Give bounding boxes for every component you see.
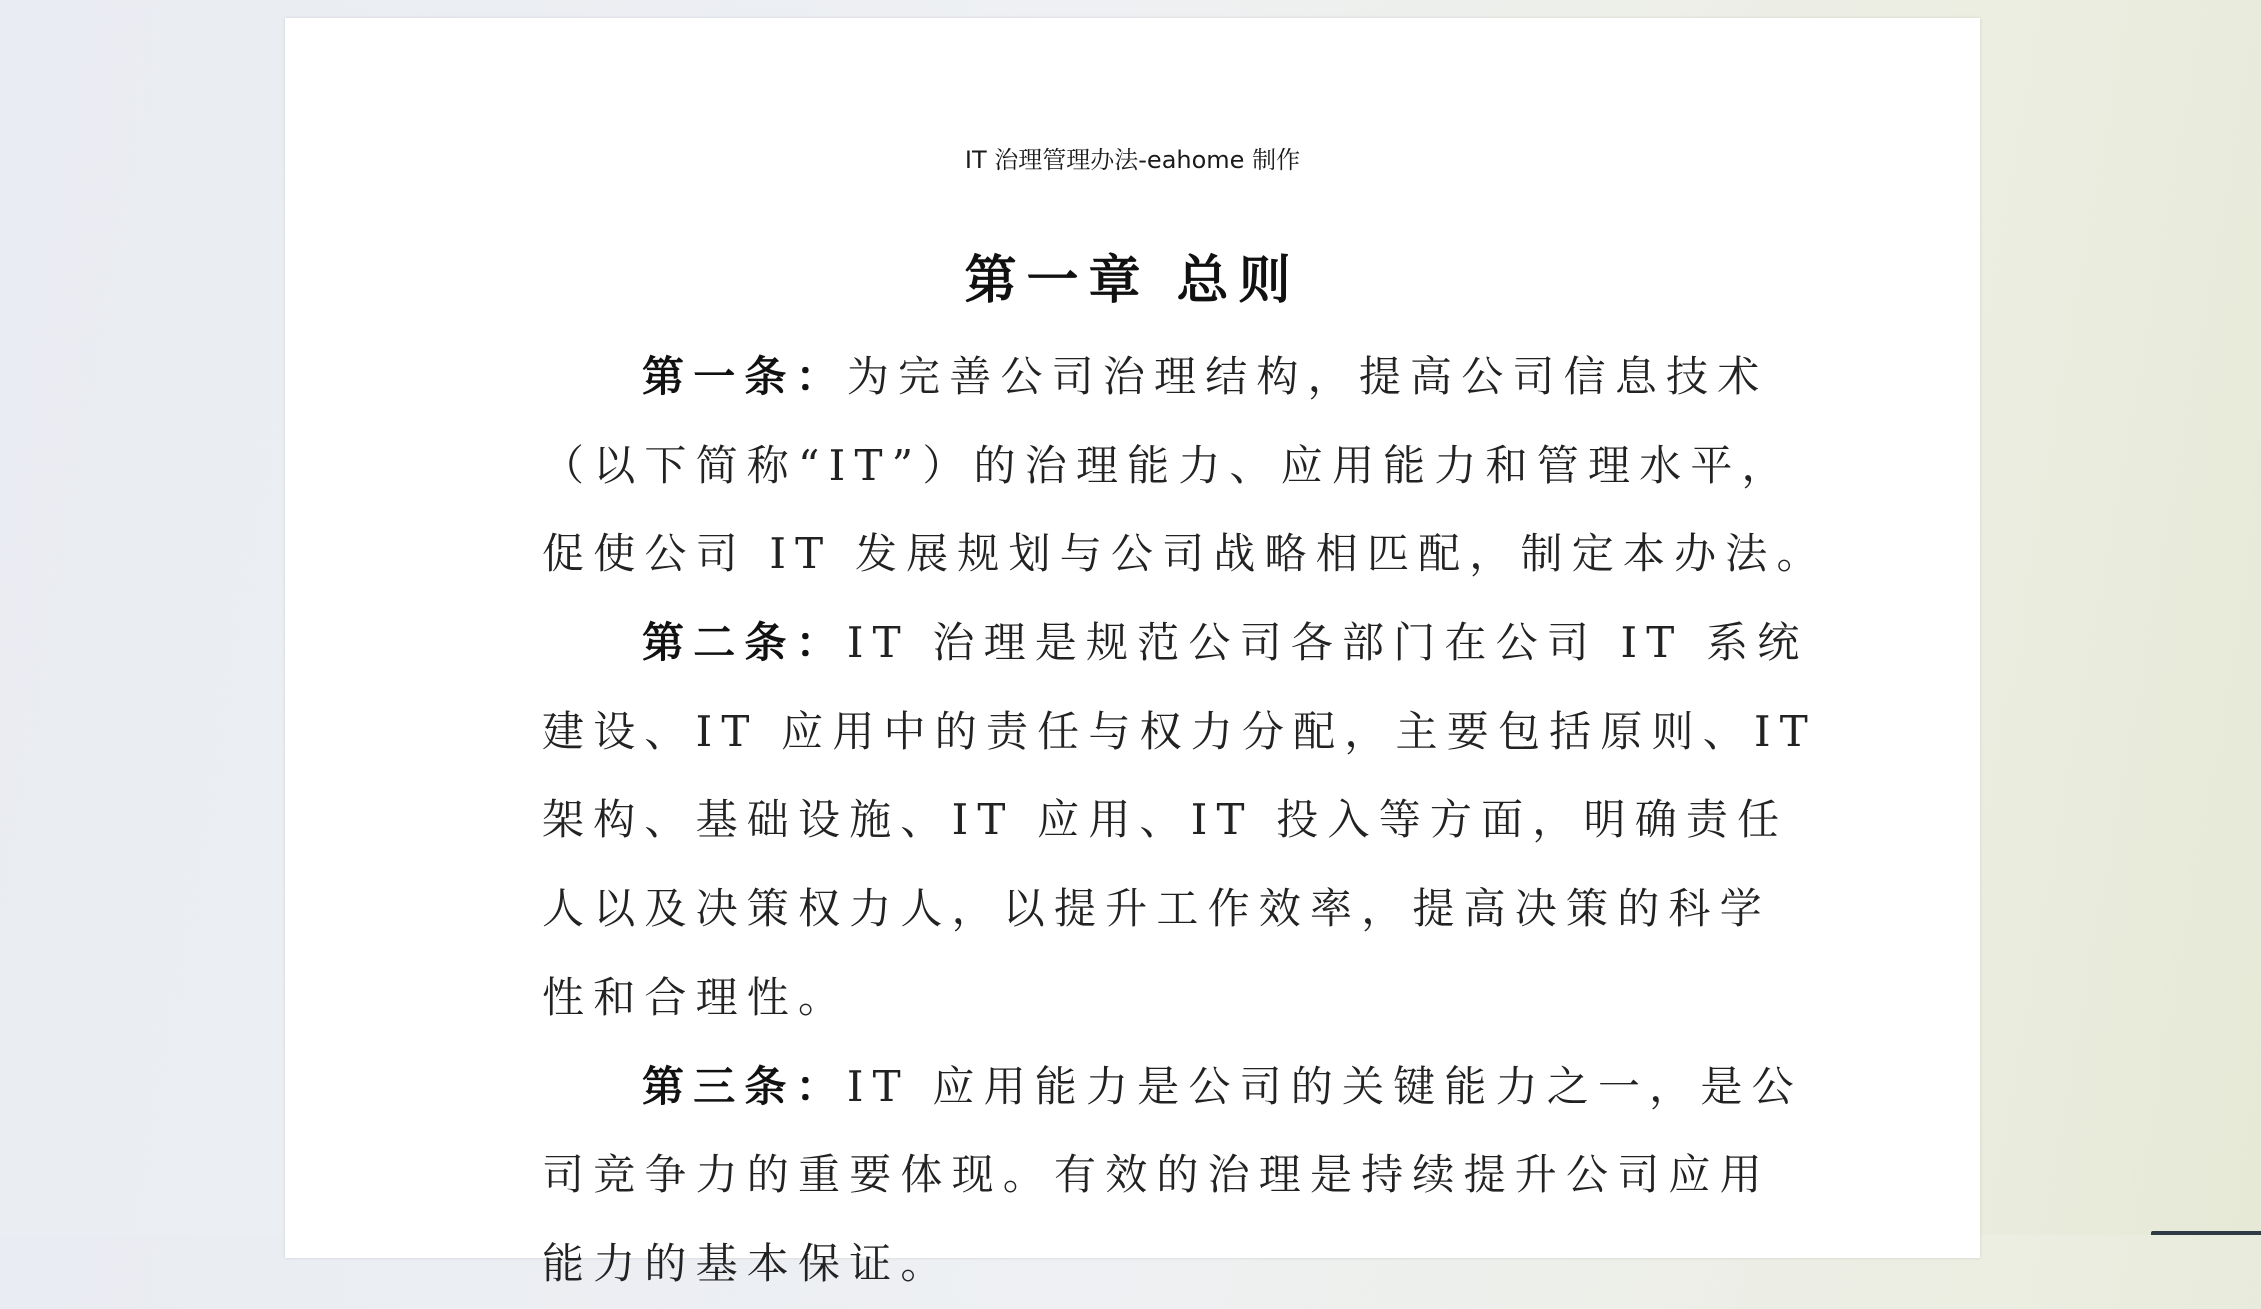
article-1-text-1: 为完善公司治理结构，提高公司信息技术 bbox=[846, 352, 1769, 401]
chapter-heading bbox=[285, 238, 1980, 313]
article-2-line-1 bbox=[542, 599, 1812, 688]
article-2-line-4: 人以及决策权力人，以提升工作效率，提高决策的科学 bbox=[542, 884, 1771, 934]
article-2-line-2: 建设、IT 应用中的责任与权力分配，主要包括原则、IT bbox=[542, 706, 1817, 756]
chapter-label: 第一章 bbox=[964, 250, 1151, 311]
article-2-line-3: 架构、基础设施、IT 应用、IT 投入等方面，明确责任 bbox=[542, 795, 1789, 845]
document-page bbox=[285, 18, 1980, 1288]
document-body bbox=[542, 333, 1828, 1309]
article-2-line-5: 性和合理性。 bbox=[542, 972, 850, 1022]
page-header: IT 治理管理办法-eahome 制作 bbox=[964, 146, 1301, 174]
article-3-text-1: IT 应用能力是公司的关键能力之一，是公 bbox=[846, 1061, 1803, 1111]
chapter-title: 总则 bbox=[1176, 250, 1301, 311]
article-3-line-3: 能力的基本保证。 bbox=[542, 1238, 952, 1288]
article-1-line-1 bbox=[542, 333, 1812, 422]
article-3-label: 第三条： bbox=[642, 1061, 847, 1111]
article-2-text-1: IT 治理是规范公司各部门在公司 IT 系统 bbox=[846, 618, 1809, 668]
article-1-line-2: （以下简称“IT”）的治理能力、应用能力和管理水平， bbox=[542, 440, 1793, 490]
scrollbar-thumb[interactable] bbox=[2151, 1231, 2261, 1235]
article-3-line-2: 司竞争力的重要体现。有效的治理是持续提升公司应用 bbox=[542, 1150, 1771, 1200]
article-2-label: 第二条： bbox=[642, 618, 847, 668]
article-3-line-1 bbox=[542, 1043, 1812, 1132]
article-1-label: 第一条： bbox=[642, 352, 847, 401]
article-1-line-3: 促使公司 IT 发展规划与公司战略相匹配，制定本办法。 bbox=[542, 529, 1828, 579]
